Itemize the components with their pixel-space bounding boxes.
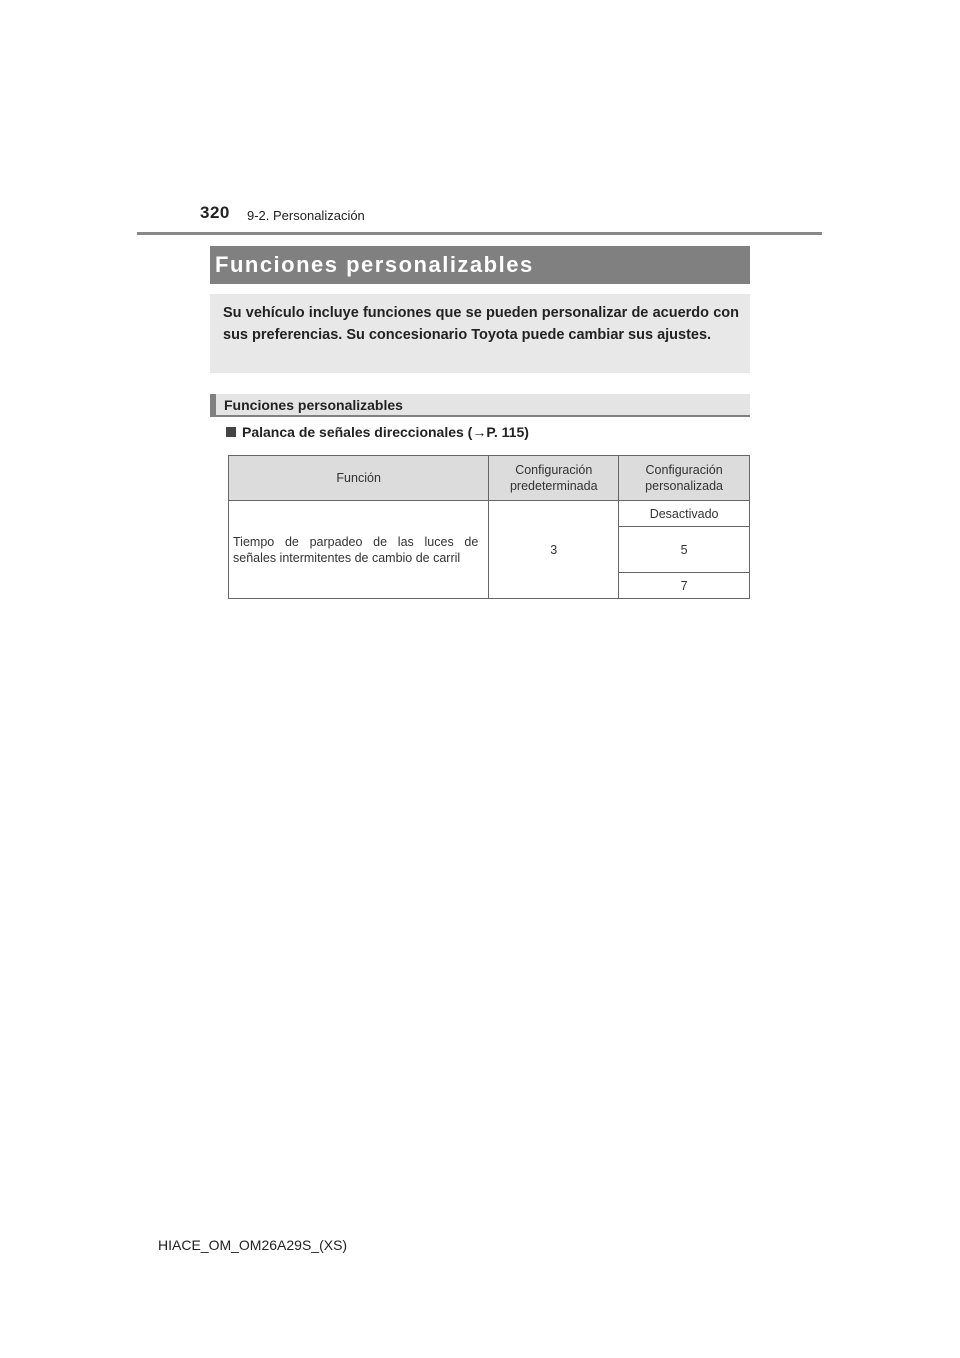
subheading-text: Funciones personalizables bbox=[224, 397, 403, 413]
custom-option-cell: 7 bbox=[619, 573, 750, 599]
header-divider bbox=[137, 232, 822, 235]
custom-option-cell: Desactivado bbox=[619, 501, 750, 527]
page-number: 320 bbox=[200, 203, 230, 222]
item-heading bbox=[226, 424, 529, 440]
header-function: Función bbox=[229, 456, 489, 501]
intro-text: Su vehículo incluye funciones que se pueden personalizar de acuerdo con sus preferencias. Su concesionario Toyota puede cambiar sus ajustes. bbox=[223, 305, 739, 343]
default-value-cell: 3 bbox=[489, 501, 619, 599]
custom-option-cell: 5 bbox=[619, 527, 750, 573]
header-default-setting: Configuración predeterminada bbox=[489, 456, 619, 501]
function-cell: Tiempo de parpadeo de las luces de señales intermitentes de cambio de carril bbox=[229, 501, 489, 599]
header-custom-setting: Configuración personalizada bbox=[619, 456, 750, 501]
square-bullet-icon bbox=[226, 427, 236, 437]
table-header-row bbox=[229, 456, 750, 501]
intro-box bbox=[210, 294, 750, 373]
document-code: HIACE_OM_OM26A29S_(XS) bbox=[158, 1237, 348, 1253]
item-page-reference[interactable]: P. 115) bbox=[486, 424, 529, 440]
page-title: Funciones personalizables bbox=[215, 252, 534, 277]
arrow-icon: → bbox=[472, 424, 487, 440]
table-row bbox=[229, 501, 750, 527]
item-label: Palanca de señales direccionales ( bbox=[242, 424, 473, 440]
section-subheading bbox=[210, 394, 750, 417]
page-title-bar bbox=[210, 246, 750, 284]
section-breadcrumb: 9-2. Personalización bbox=[247, 208, 365, 223]
customization-table bbox=[228, 455, 750, 599]
